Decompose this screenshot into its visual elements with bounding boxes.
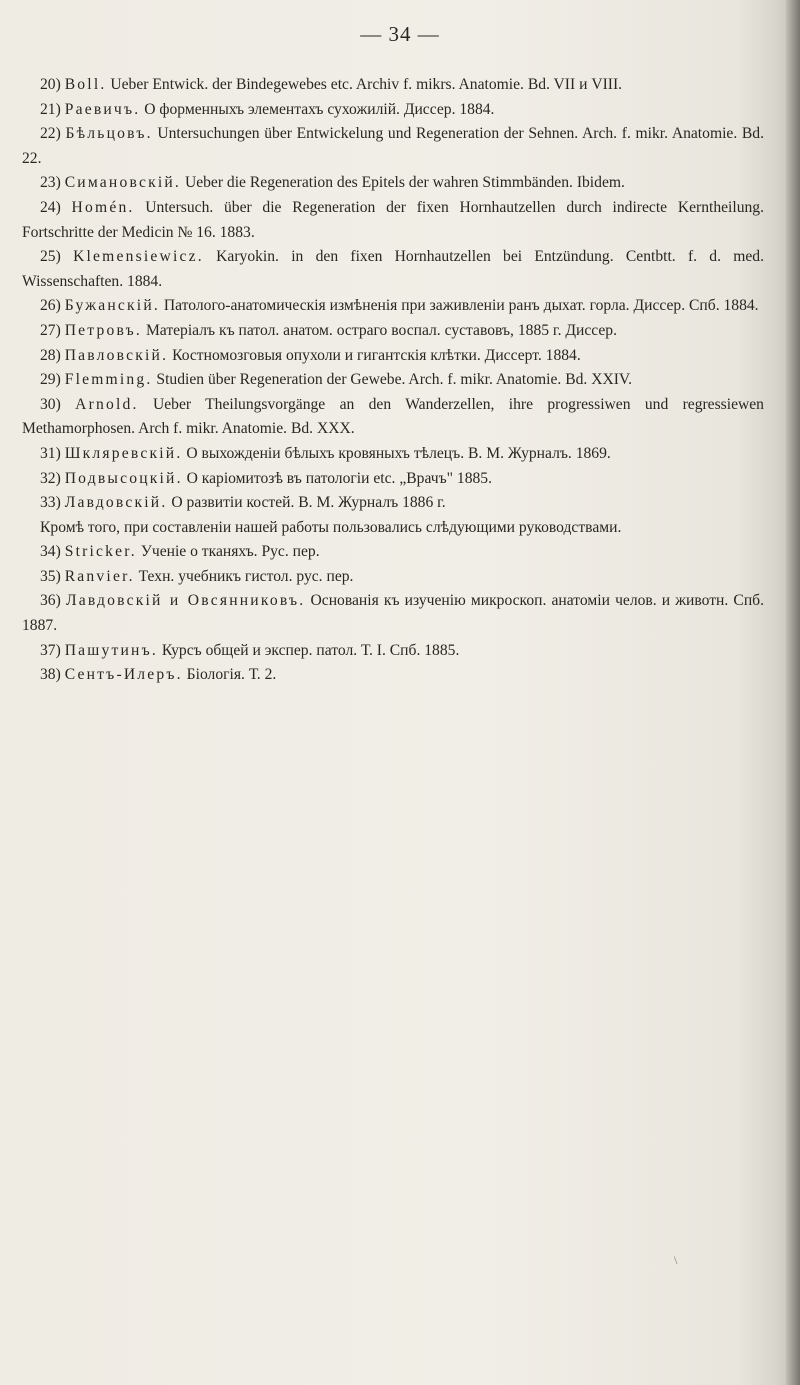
reference-entry: 20) Boll. Ueber Entwick. der Bindegewebes etc. Archiv f. mikrs. Anatomie. Bd. VII и VIII. — [40, 76, 623, 93]
stray-mark: \ — [674, 1253, 678, 1267]
page-number: — 34 — — [360, 22, 440, 46]
reference-entry: 34) Stricker. Ученіе о тканяхъ. Рус. пер. — [40, 543, 320, 561]
manuals-note: Кромѣ того, при составленіи нашей работы пользовались слѣдующими руководствами. — [40, 518, 622, 536]
reference-entry: 33) Лавдовскій. О развитіи костей. В. М. Журналъ 1886 г. — [40, 494, 446, 512]
reference-entry: 27) Петровъ. Матеріалъ къ патол. анатом. остраго воспал. суставовъ, 1885 г. Диссер. — [40, 321, 617, 339]
reference-entry: 36) Лавдовскій и Овсянниковъ. Основанія къ изученію микроскоп. анатоміи челов. и животн. Спб. 1887. — [22, 592, 765, 635]
reference-entry: 28) Павловскій. Костномозговыя опухоли и гигантскія клѣтки. Диссерт. 1884. — [40, 346, 581, 364]
reference-entry: 25) Klemensiewicz. Karyokin. in den fixen Hornhautzellen bei Entzündung. Centbtt. f. d. med. Wissenschaften. 1884. — [22, 248, 764, 290]
reference-entry: 26) Бужанскій. Патолого-анатомическія измѣненія при заживленіи ранъ дыхат. горла. Диссер. Спб. 1884. — [40, 297, 759, 315]
page-edge-shadow — [786, 0, 800, 1385]
reference-entry: 29) Flemming. Studien über Regeneration der Gewebe. Arch. f. mikr. Anatomie. Bd. XXIV. — [40, 371, 633, 389]
reference-entry: 24) Homén. Untersuch. über die Regeneration der fixen Hornhautzellen durch indirecte Kerntheilung. Fortschritte der Medicin № 16. 1883. — [22, 198, 764, 241]
reference-entry: 21) Раевичъ. О форменныхъ элементахъ сухожилій. Диссер. 1884. — [40, 100, 495, 118]
reference-entry: 31) Шкляревскій. О выхожденіи бѣлыхъ кровяныхъ тѣлецъ. В. М. Журналъ. 1869. — [40, 444, 611, 462]
reference-entry: 37) Пашутинъ. Курсъ общей и экспер. патол. Т. I. Спб. 1885. — [40, 641, 460, 659]
reference-entry: 30) Arnold. Ueber Theilungsvorgänge an den Wanderzellen, ihre progressiwen und regressiewen Methamorphosen. Arch f. mikr. Anatomie. Bd. XXX. — [22, 395, 764, 438]
reference-list — [22, 73, 764, 688]
reference-entry: 35) Ranvier. Техн. учебникъ гистол. рус. пер. — [40, 567, 354, 585]
reference-entry: 23) Симановскій. Ueber die Regeneration des Epitels der wahren Stimmbänden. Ibidem. — [40, 174, 625, 192]
reference-entry: 22) Бѣльцовъ. Untersuchungen über Entwickelung und Regeneration der Sehnen. Arch. f. mikr. Anatomie. Bd. 22. — [22, 125, 764, 167]
reference-entry: 38) Сентъ-Илеръ. Біологія. Т. 2. — [40, 666, 277, 684]
reference-entry: 32) Подвысоцкій. О каріомитозѣ въ патологіи etc. „Врачъ" 1885. — [40, 469, 492, 487]
